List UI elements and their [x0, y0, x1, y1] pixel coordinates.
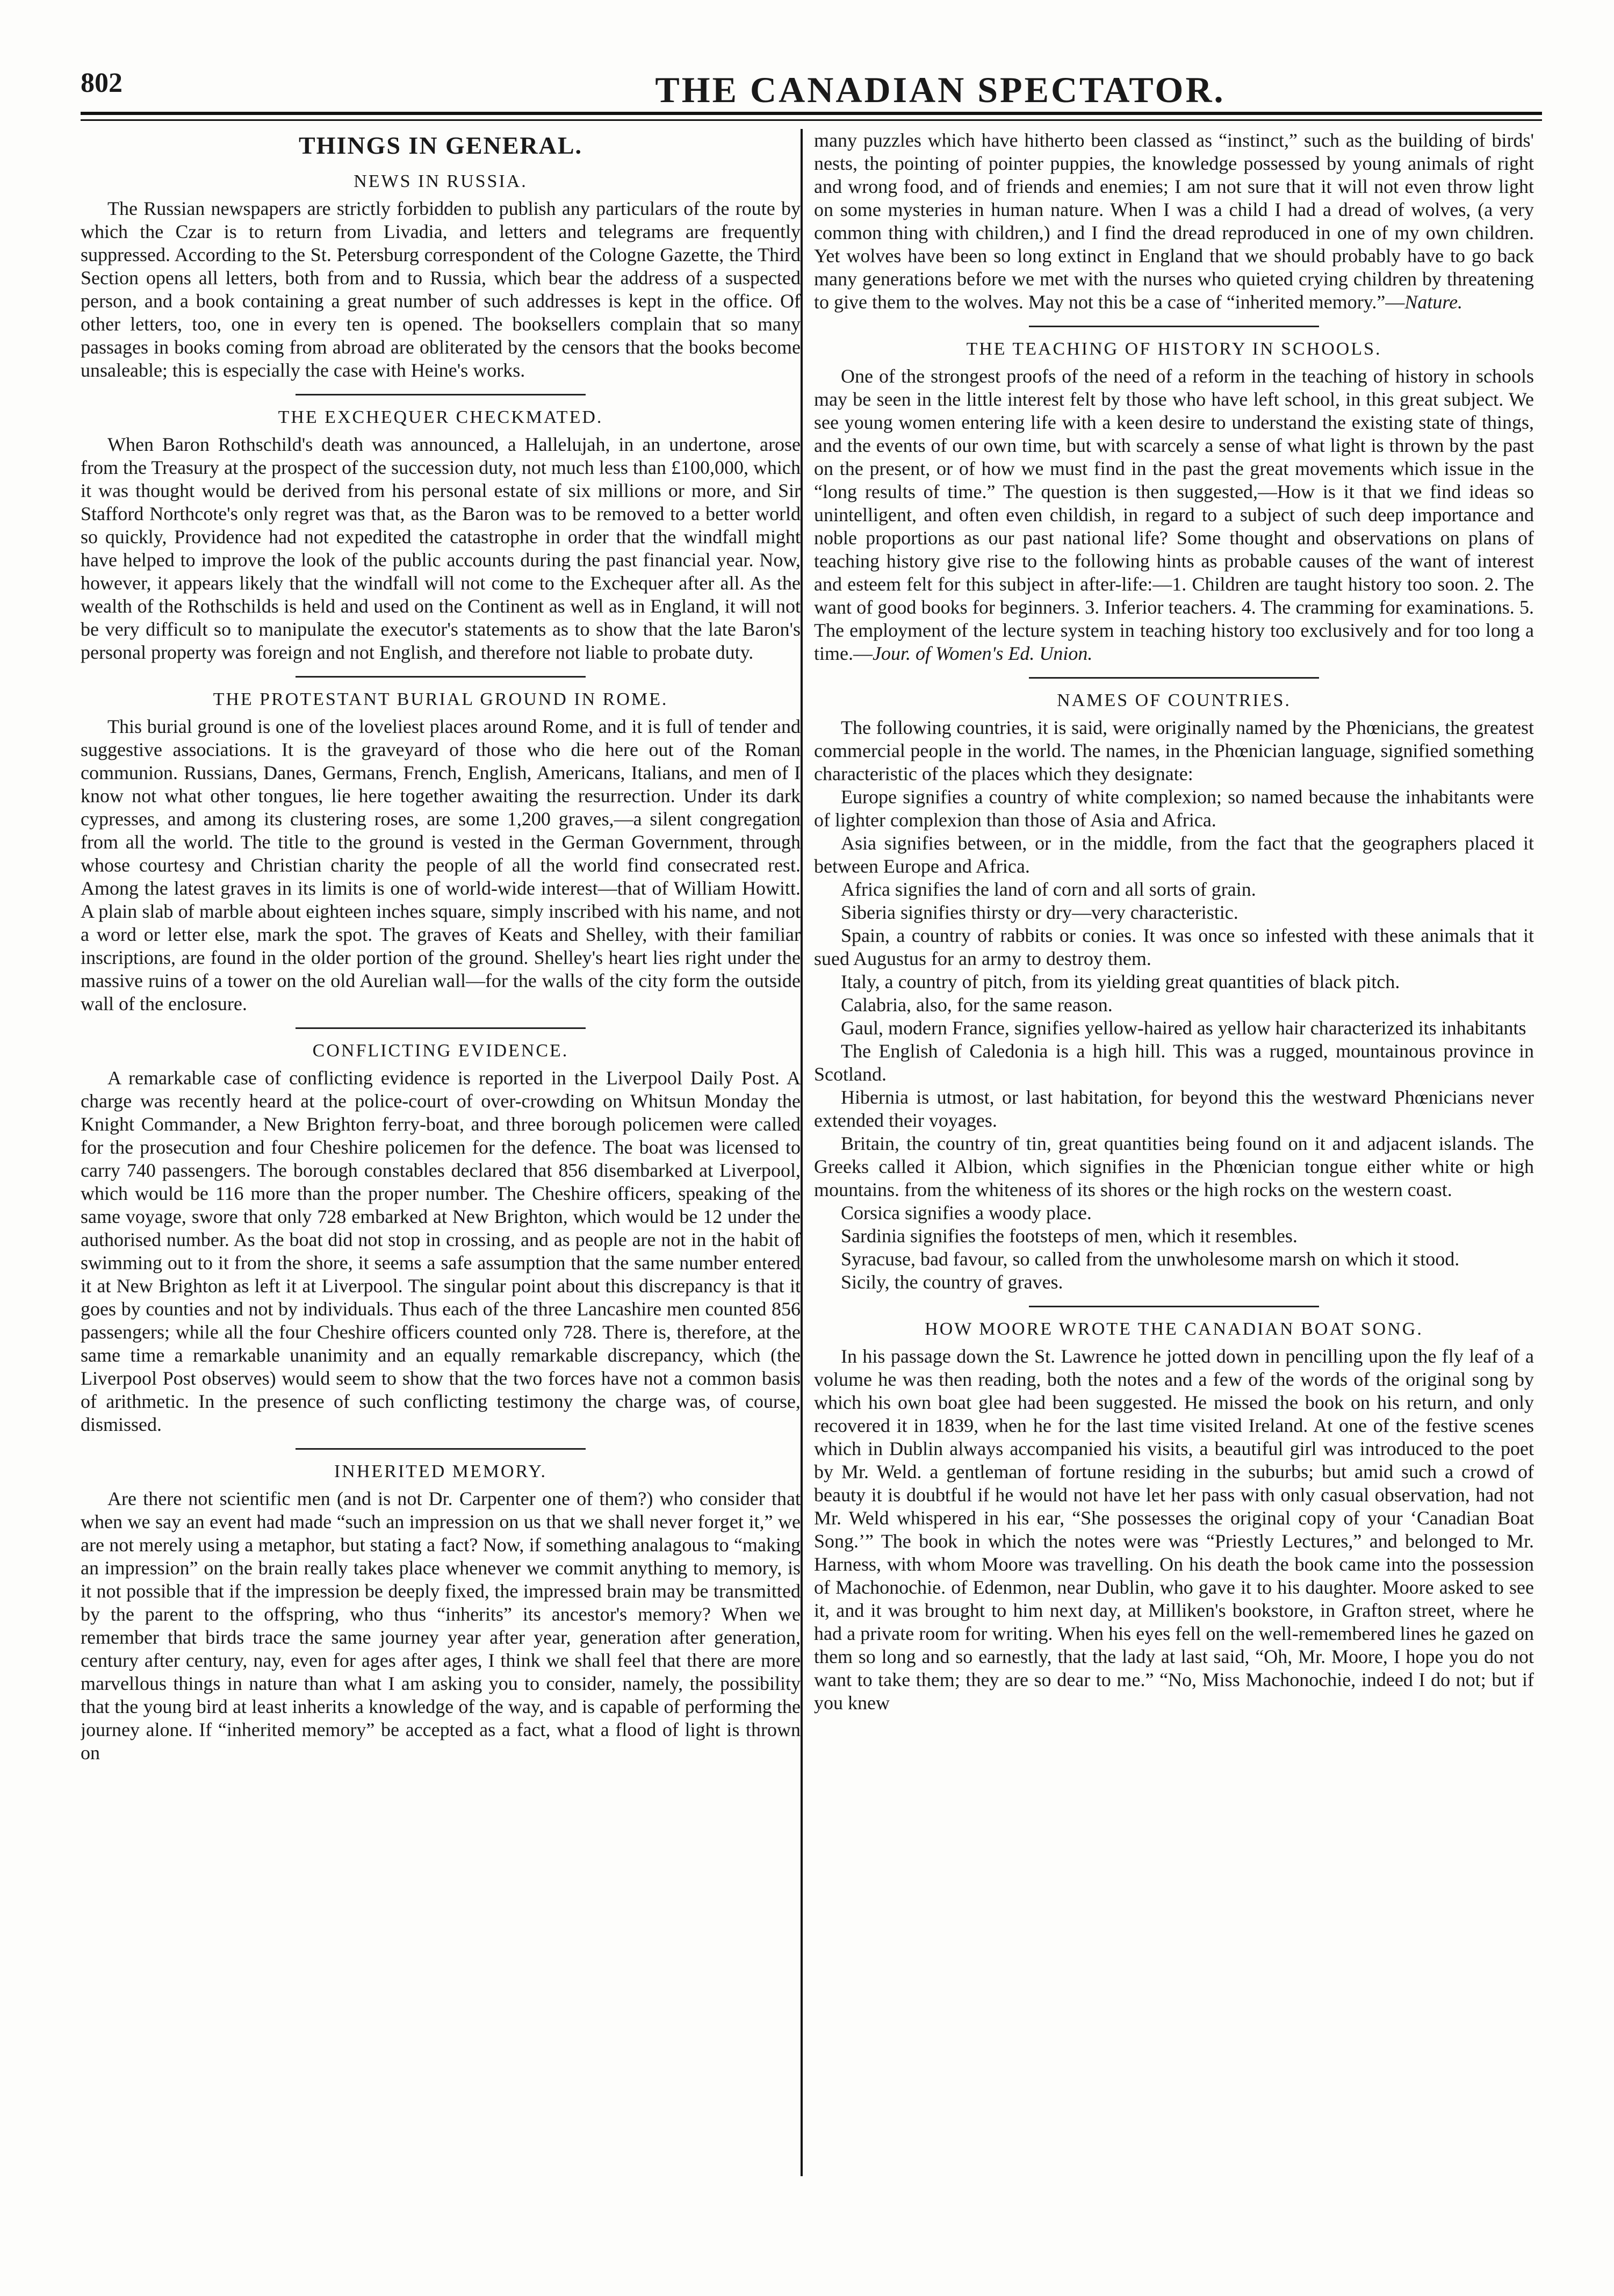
article-inherited-memory	[81, 1462, 801, 1765]
country-entry: Europe signifies a country of white complexion; so named because the inhabitants were of lighter complexion than those of Asia and Africa.	[814, 786, 1534, 831]
header-rule	[81, 112, 1542, 115]
divider	[296, 1027, 586, 1029]
article-body: Are there not scientific men (and is not Dr. Carpenter one of them?) who consider that when we say an event had made “such an impression on us that we shall never forget it,” we are not merely using a metaphor, but stating a fact? Now, if something analagous to “making an impression” on the brain really takes place whenever we commit anything to memory, is it not possible that if the impression be deeply fixed, the impressed brain may be transmitted by the parent to the offspring, who thus “inherits” its ancestor's memory? When we remember that birds trace the same journey year after year, generation after generation, century after century, nay, even for ages after ages, I think we shall feel that there are more marvellous things in nature than what I am asking you to consider, namely, the possibility that the young bird at least inherits a knowledge of the way, and is capable of performing the journey alone. If “inherited memory” be accepted as a fact, what a flood of light is thrown on	[81, 1488, 801, 1764]
country-entry: Siberia signifies thirsty or dry—very characteristic.	[841, 902, 1238, 923]
divider	[1029, 677, 1319, 679]
article-body: A remarkable case of conflicting evidence is reported in the Liverpool Daily Post. A charge was recently heard at the police-court of over-crowding on Whitsun Monday the Knight Commander, a New Brighton ferry-boat, and three borough policemen were called for the prosecution and four Cheshire policemen for the defence. The boat was licensed to carry 740 passengers. The borough constables declared that 856 disembarked at Liverpool, which would be 116 more than the proper number. The Cheshire officers, speaking of the same voyage, swore that only 728 embarked at New Brighton, which would be 12 under the authorised number. As the boat did not stop in crossing, and as people are not in the habit of swimming out to it from the shore, it seems a safe assumption that the same number entered it at New Brighton as left it at Liverpool. The singular point about this discrepancy is that it goes by counties and not by individuals. Thus each of the three Lancashire men counted 856 passengers; while all the four Cheshire officers counted only 728. There is, therefore, at the same time a remarkable unanimity and an equally remarkable discrepancy, which (the Liverpool Post observes) would seem to show that the two forces have not a common basis of arithmetic. In the presence of such conflicting testimony the charge was, of course, dismissed.	[81, 1067, 801, 1435]
country-list	[814, 786, 1534, 1294]
article-body: When Baron Rothschild's death was announced, a Hallelujah, in an undertone, arose from the Treasury at the prospect of the succession duty, not much less than £100,000, which it was thought would be derived from his personal estate of six millions or more, and Sir Stafford Northcote's only regret was that, as the Baron was to be removed to a better world so quickly, Providence had not expedited the catastrophe in order that the windfall might have helped to improve the look of the public accounts during the past financial year. Now, however, it appears likely that the windfall will not come to the Exchequer after all. As the wealth of the Rothschilds is held and used on the Continent as well as in England, it will not be very difficult so to manipulate the executor's statements as to show that the late Baron's personal property was foreign and not English, and therefore not liable to probate duty.	[81, 434, 801, 663]
country-entry: Calabria, also, for the same reason.	[841, 994, 1113, 1016]
article-title: CONFLICTING EVIDENCE.	[312, 1041, 569, 1061]
divider	[296, 1448, 586, 1450]
section-title: THINGS IN GENERAL.	[298, 132, 583, 159]
article-title: NAMES OF COUNTRIES.	[1057, 690, 1291, 710]
country-entry: Sardinia signifies the footsteps of men, which it resembles.	[841, 1225, 1298, 1247]
article-title: INHERITED MEMORY.	[334, 1462, 547, 1481]
article-intro: The following countries, it is said, were originally named by the Phœnicians, the greatest commercial people in the world. The names, in the Phœnician language, signified something characteristic of the places which they designate:	[814, 717, 1534, 784]
country-entry: Africa signifies the land of corn and all sorts of grain.	[841, 879, 1256, 900]
country-entry: Italy, a country of pitch, from its yielding great quantities of black pitch.	[841, 971, 1400, 992]
country-entry: Spain, a country of rabbits or conies. It was once so infested with these animals that it sued Augustus for an army to destroy them.	[814, 925, 1534, 969]
divider	[1029, 1306, 1319, 1307]
article-title: THE PROTESTANT BURIAL GROUND IN ROME.	[213, 689, 668, 709]
column-rule	[801, 129, 803, 2176]
article-names-of-countries	[814, 690, 1534, 1294]
header-rule-thin	[81, 119, 1542, 121]
country-entry: Corsica signifies a woody place.	[841, 1202, 1092, 1223]
article-conflicting-evidence	[81, 1041, 801, 1436]
article-body: In his passage down the St. Lawrence he jotted down in pencilling upon the fly leaf of a volume he was then reading, both the notes and a few of the words of the original song by which his own boat glee had been suggested. He missed the book on his return, and only recovered it in 1839, when he for the last time visited Ireland. At one of the festive scenes which in Dublin always accompanied his visits, a beautiful girl was introduced to the poet by Mr. Weld. a gentleman of fortune residing in the suburbs; but amid such a crowd of beauty it is doubtful if he would not have let her pass with only casual observation, had not Mr. Weld whispered in his ear, “She possesses the original copy of your ‘Canadian Boat Song.’” The book in which the notes were was “Priestly Lectures,” and belonged to Mr. Harness, with whom Moore was travelling. On his death the book came into the possession of Machonochie. of Edenmon, near Dublin, who gave it to his daughter. Moore asked to see it, and it was brought to him next day, at Milliken's bookstore, in Grafton street, where he had a private room for writing. When his eyes fell on the well-remembered lines he gazed on them so long and so earnestly, that the lady at last said, “Oh, Mr. Moore, I hope you do not want to take them; they are so dear to me.” “No, Miss Machonochie, indeed I do not; but if you knew	[814, 1345, 1534, 1714]
country-entry: Hibernia is utmost, or last habitation, for beyond this the westward Phœnicians never extended their voyages.	[814, 1086, 1534, 1131]
left-column	[81, 129, 801, 2198]
article-news-in-russia	[81, 171, 801, 382]
article-body: This burial ground is one of the loveliest places around Rome, and it is full of tender and suggestive associations. It is the graveyard of those who die here out of the Roman communion. Russians, Danes, Germans, French, English, Americans, Italians, and men of I know not what other tongues, lie here together awaiting the resurrection. Under its dark cypresses, and among its clustering roses, are some 1,200 graves,—a silent congregation from all the world. The title to the ground is vested in the German Government, through whose courtesy and Christian charity the people of all the world find consecrated rest. Among the latest graves in its limits is one of world-wide interest—that of William Howitt. A plain slab of marble about eighteen inches square, simply inscribed with his name, and not a word or letter else, mark the spot. The graves of Keats and Shelley, with their familiar inscriptions, are found in the older portion of the ground. Shelley's heart lies right under the massive ruins of a tower on the old Aurelian wall—for the walls of the city form the outside wall of the enclosure.	[81, 716, 801, 1014]
article-teaching-history	[814, 339, 1534, 665]
article-body: One of the strongest proofs of the need of a reform in the teaching of history in schools may be seen in the little interest felt by those who have left school, in this great subject. We see young women entering life with a keen desire to understand the existing state of things, and the events of our own time, but with scarcely a sense of what light is thrown by the past on the present, or of how we must find in the past the great movements which issue in the “long results of time.” The question is then suggested,—How is it that we find ideas so unintelligent, and often even childish, in regard to a subject of such deep importance and noble proportions as our past national life? Some thought and observations on plans of teaching history give rise to the following hints as probable causes of the want of interest and esteem felt for this subject in after-life:—1. Children are taught history too soon. 2. The want of good books for beginners. 3. Inferior teachers. 4. The cramming for examinations. 5. The employment of the lecture system in teaching history too exclusively and for too long a time.—	[814, 365, 1534, 664]
country-entry: The English of Caledonia is a high hill. This was a rugged, mountainous province in Scotland.	[814, 1040, 1534, 1085]
article-source: Jour. of Women's Ed. Union.	[872, 643, 1093, 664]
article-title: NEWS IN RUSSIA.	[354, 171, 528, 191]
country-entry: Britain, the country of tin, great quantities being found on it and adjacent islands. The Greeks called it Albion, which signifies in the Phœnician tongue either white or high mountains. from the whiteness of its shores or the high rocks on the western coast.	[814, 1133, 1534, 1200]
country-entry: Gaul, modern France, signifies yellow-haired as yellow hair characterized its inhabitants	[841, 1017, 1526, 1039]
article-burial-ground	[81, 689, 801, 1016]
article-exchequer	[81, 407, 801, 664]
article-title: THE EXCHEQUER CHECKMATED.	[278, 407, 603, 427]
article-body: The Russian newspapers are strictly forbidden to publish any particulars of the route by which the Czar is to return from Livadia, and letters and telegrams are frequently suppressed. According to the St. Petersburg correspondent of the Cologne Gazette, the Third Section opens all letters, both from and to Russia, which bear the address of a suspected person, and a book containing a great number of such addresses is kept in the office. Of other letters, too, one in every ten is opened. The booksellers complain that so many passages in books coming from abroad are obliterated by the censors that the books become unsaleable; this is especially the case with Heine's works.	[81, 198, 801, 381]
article-moore-boat-song	[814, 1319, 1534, 1715]
divider	[296, 676, 586, 678]
right-column	[814, 129, 1534, 2251]
divider	[1029, 326, 1319, 327]
country-entry: Asia signifies between, or in the middle, from the fact that the geographers placed it between Europe and Africa.	[814, 832, 1534, 877]
divider	[296, 394, 586, 395]
country-entry: Syracuse, bad favour, so called from the unwholesome marsh on which it stood.	[841, 1248, 1460, 1270]
article-title: HOW MOORE WROTE THE CANADIAN BOAT SONG.	[925, 1319, 1423, 1339]
article-source: Nature.	[1404, 291, 1463, 313]
publication-title: THE CANADIAN SPECTATOR.	[655, 69, 1226, 110]
page-number: 802	[81, 68, 123, 98]
country-entry: Sicily, the country of graves.	[841, 1271, 1063, 1293]
article-title: THE TEACHING OF HISTORY IN SCHOOLS.	[966, 339, 1382, 359]
article-body: many puzzles which have hitherto been classed as “instinct,” such as the building of birds' nests, the pointing of pointer puppies, the knowledge possessed by young animals of right and wrong food, and of friends and enemies; I am not sure that it will not even throw light on some mysteries in human nature. When I was a child I had a dread of wolves, (a very common thing with children,) and I find the dread reproduced in one of my own children. Yet wolves have been so long extinct in England that we should probably have to go back many generations before we met with the nurses who quieted crying children by threatening to give them to the wolves. May not this be a case of “inherited memory.”—	[814, 129, 1534, 313]
article-inherited-memory-continued	[814, 129, 1534, 314]
